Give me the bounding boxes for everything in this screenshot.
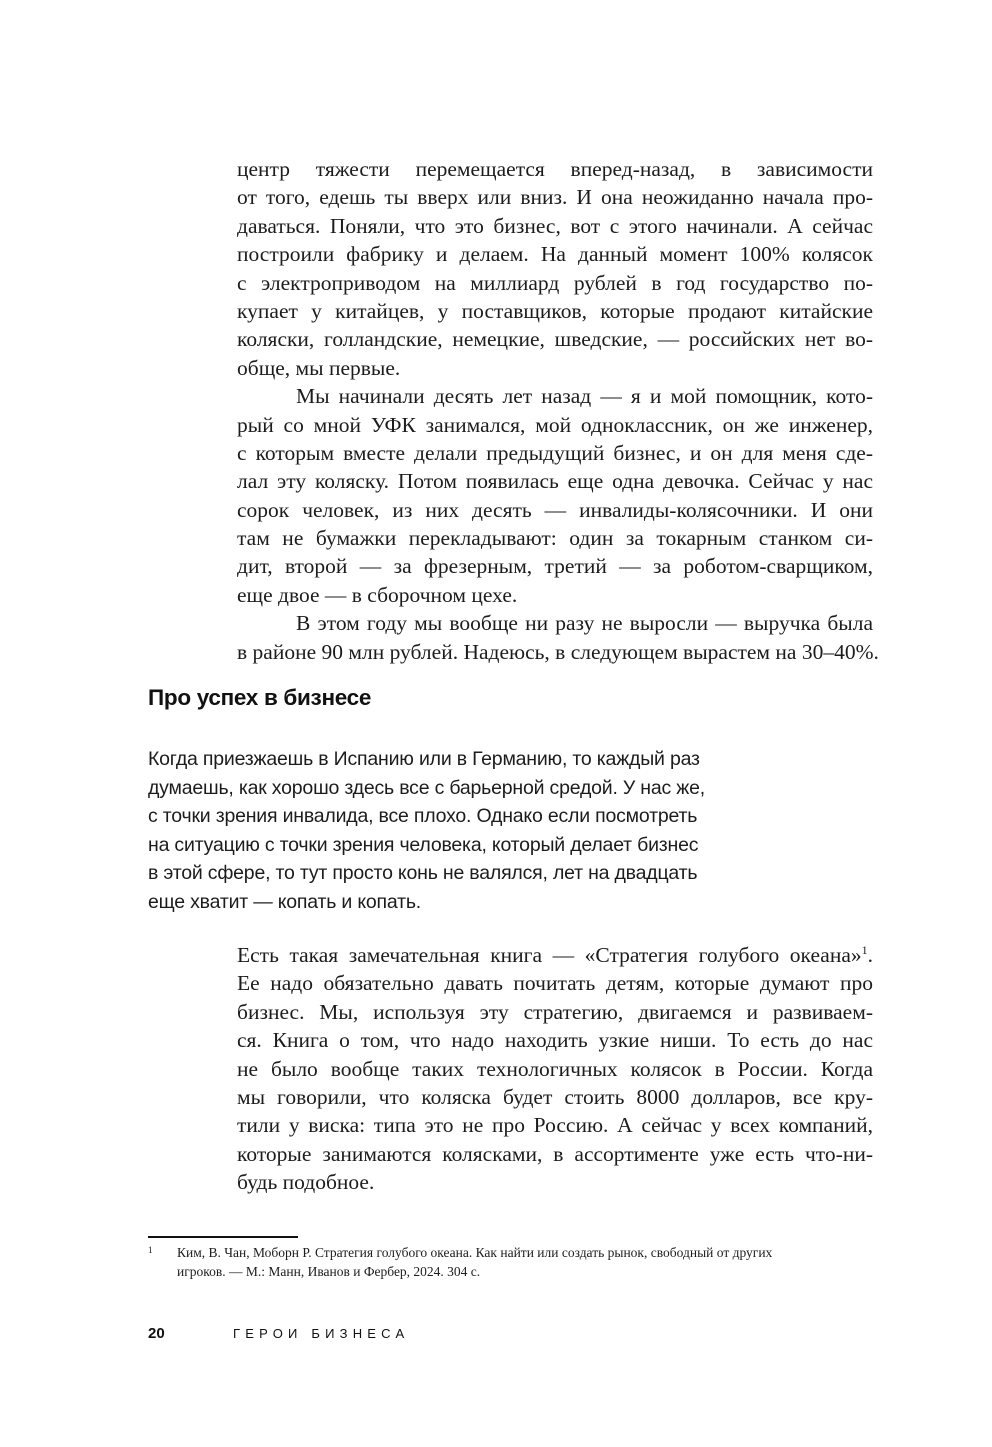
text-line: Когда приезжаешь в Испанию или в Германию, то каждый раз — [148, 748, 700, 770]
text-line: бизнес. Мы, используя эту стратегию, двигаемся и развиваем- — [237, 999, 873, 1024]
text-line: в этой сфере, то тут просто конь не валялся, лет на двадцать — [148, 862, 698, 884]
text-line: коляски, голландские, немецкие, шведские, — российских нет во- — [237, 327, 873, 352]
text-line: с которым вместе делали предыдущий бизнес, и он для меня сде- — [237, 440, 873, 465]
text-line-content: Есть такая замечательная книга — «Стратегия голубого океана» — [237, 943, 862, 967]
text-line-end: . — [867, 943, 873, 967]
text-line: центр тяжести перемещается вперед-назад, в зависимости — [237, 157, 873, 181]
interview-text-block-2 — [237, 941, 873, 1197]
text-line: построили фабрику и делаем. На данный момент 100% колясок — [237, 242, 873, 267]
footnote-line: Ким, В. Чан, Моборн Р. Стратегия голубого океана. Как найти или создать рынок, свободный от других — [177, 1245, 773, 1260]
text-line: которые занимаются колясками, в ассортименте уже есть что-ни- — [237, 1141, 873, 1166]
section-heading: Про успех в бизнесе — [148, 685, 372, 710]
text-line: думаешь, как хорошо здесь все с барьерной средой. У нас же, — [148, 776, 705, 799]
footnote-text — [177, 1243, 878, 1281]
text-line: лал эту коляску. Потом появилась еще одна девочка. Сейчас у нас — [237, 469, 873, 494]
text-line: на ситуацию с точки зрения человека, который делает бизнес — [148, 833, 699, 856]
text-line: В этом году мы вообще ни разу не выросли — выручка была — [296, 611, 873, 636]
text-line: сорок человек, из них десять — инвалиды-колясочники. И они — [237, 497, 873, 522]
text-line: с точки зрения инвалида, все плохо. Однако если посмотреть — [148, 805, 698, 827]
interview-text-block-1 — [237, 155, 879, 666]
footnote-divider — [148, 1236, 298, 1238]
text-line: еще двое — в сборочном цехе. — [237, 582, 518, 607]
text-line: с электроприводом на миллиард рублей в год государство по- — [237, 270, 873, 295]
text-line — [237, 941, 873, 969]
text-line: мы говорили, что коляска будет стоить 8000 долларов, все кру- — [237, 1084, 873, 1109]
text-line: обще, мы первые. — [237, 355, 401, 380]
running-head: ГЕРОИ БИЗНЕСА — [233, 1326, 410, 1341]
section-lead-paragraph — [148, 745, 788, 916]
text-line: не было вообще таких технологичных колясок в России. Когда — [237, 1056, 873, 1081]
text-line: Мы начинали десять лет назад — я и мой помощник, кото- — [296, 384, 873, 409]
text-line: Ее надо обязательно давать почитать детям, которые думают про — [237, 971, 873, 996]
footnote — [148, 1243, 878, 1281]
text-line: будь подобное. — [237, 1170, 375, 1195]
text-line: тили у виска: типа это не про Россию. А сейчас у всех компаний, — [237, 1113, 873, 1138]
text-line: купает у китайцев, у поставщиков, которые продают китайские — [237, 298, 873, 323]
text-line: ся. Книга о том, что надо находить узкие ниши. То есть до нас — [237, 1028, 873, 1053]
text-line: еще хватит — копать и копать. — [148, 890, 421, 913]
footnote-line: игроков. — М.: Манн, Иванов и Фербер, 2024. 304 с. — [177, 1264, 481, 1279]
text-line: даваться. Поняли, что это бизнес, вот с этого начинали. А сейчас — [237, 213, 873, 238]
text-line: от того, едешь ты вверх или вниз. И она неожиданно начала про- — [237, 185, 873, 210]
text-line: в районе 90 млн рублей. Надеюсь, в следующем вырастем на 30–40%. — [237, 639, 879, 664]
footnote-reference[interactable]: 1 — [861, 942, 868, 957]
page-number: 20 — [148, 1325, 165, 1342]
text-line: дит, второй — за фрезерным, третий — за роботом-сварщиком, — [237, 554, 873, 579]
text-line: там не бумажки перекладывают: один за токарным станком си- — [237, 526, 873, 551]
text-line: рый со мной УФК занимался, мой одноклассник, он же инженер, — [237, 412, 873, 437]
footnote-number: 1 — [148, 1245, 153, 1255]
